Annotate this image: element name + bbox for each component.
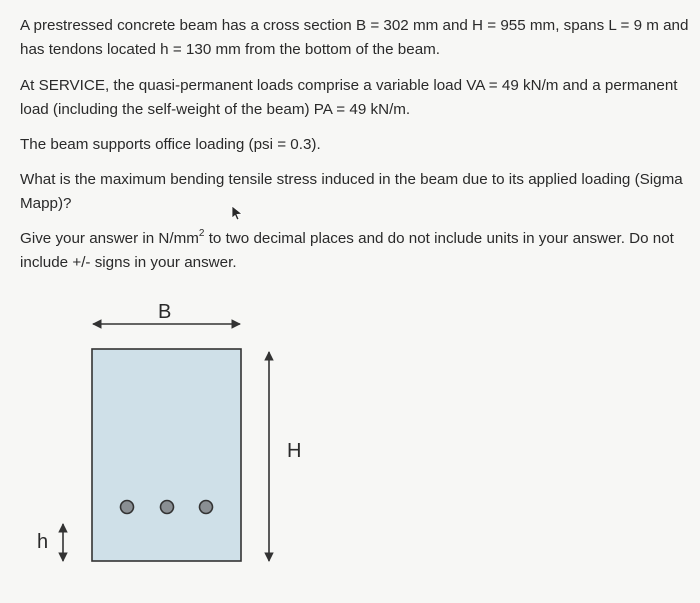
tendon-right xyxy=(200,501,213,514)
service-loads-text: At SERVICE, the quasi-permanent loads comprise a variable load VA = 49 kN/m and a permanent load (including the self-weight of the beam) PA = 49 kN/m. xyxy=(20,77,678,118)
tendon-middle xyxy=(161,501,174,514)
office-loading-text: The beam supports office loading (psi = 0.3). xyxy=(20,136,321,153)
beam-section-rectangle xyxy=(92,349,241,561)
height-label-h: H xyxy=(287,440,302,462)
answer-instructions-start: Give your answer in N/mm xyxy=(20,230,199,247)
problem-statement: A prestressed concrete beam has a cross section B = 302 mm and H = 955 mm, spans L = 9 m and has tendons located h = 130 mm from the bottom of the beam. xyxy=(20,17,689,58)
width-label-b: B xyxy=(158,301,172,323)
tendon-height-label-h: h xyxy=(37,531,49,553)
tendon-left xyxy=(121,501,134,514)
question-prompt: What is the maximum bending tensile stress induced in the beam due to its applied loading (Sigma Mapp)? xyxy=(20,171,683,212)
units-superscript: 2 xyxy=(198,227,205,239)
answer-instructions-end: to two decimal places and do not include units in your answer. Do not include +/- signs in your answer. xyxy=(20,230,674,271)
